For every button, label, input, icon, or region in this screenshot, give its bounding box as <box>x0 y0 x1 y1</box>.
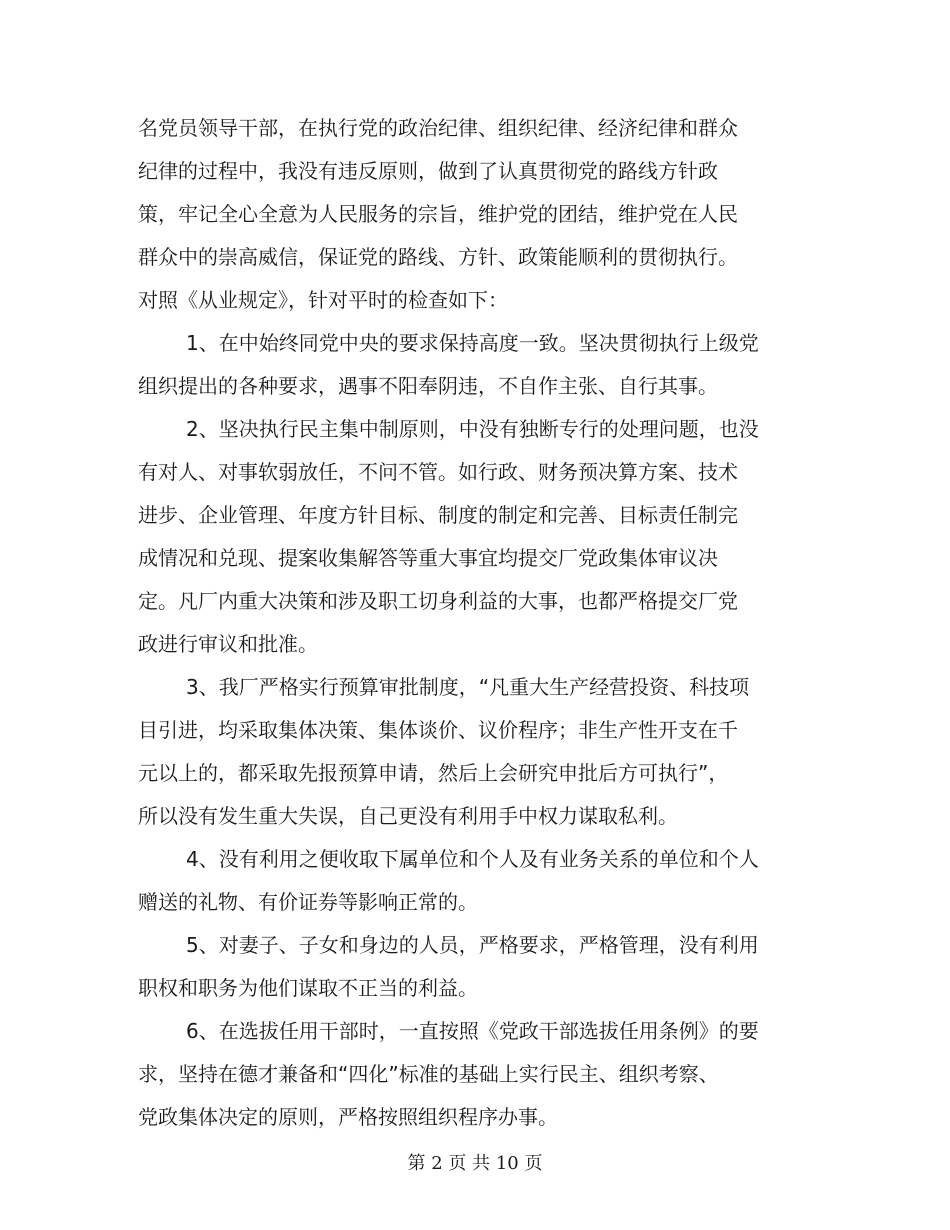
document-body <box>138 107 778 1139</box>
paragraph-first-line: 1、在中始终同党中央的要求保持高度一致。坚决贯彻执行上级党 <box>186 331 759 355</box>
paragraph-first-line: 2、坚决执行民主集中制原则，中没有独断专行的处理问题，也没 <box>186 417 759 441</box>
text-line: 有对人、对事软弱放任，不问不管。如行政、财务预决算方案、技术 <box>138 460 738 484</box>
text-line: 职权和职务为他们谋取不正当的利益。 <box>138 976 478 1000</box>
text-line: 求，坚持在德才兼备和“四化”标准的基础上实行民主、组织考察、 <box>138 1062 719 1086</box>
text-line: 政进行审议和批准。 <box>138 632 318 656</box>
text-line: 纪律的过程中，我没有违反原则，做到了认真贯彻党的路线方针政 <box>138 159 718 183</box>
text-line: 群众中的崇高威信，保证党的路线、方针、政策能顺利的贯彻执行。 <box>138 245 738 269</box>
text-line: 组织提出的各种要求，遇事不阳奉阴违，不自作主张、自行其事。 <box>138 374 718 398</box>
text-line: 目引进，均采取集体决策、集体谈价、议价程序；非生产性开支在千 <box>138 718 738 742</box>
text-line: 策，牢记全心全意为人民服务的宗旨，维护党的团结，维护党在人民 <box>138 202 738 226</box>
text-line: 对照《从业规定》，针对平时的检查如下： <box>138 288 508 312</box>
text-line: 元以上的，都采取先报预算申请，然后上会研究申批后方可执行”， <box>138 761 729 785</box>
text-line: 成情况和兑现、提案收集解答等重大事宜均提交厂党政集体审议决 <box>138 546 718 570</box>
text-line: 所以没有发生重大失误，自己更没有利用手中权力谋取私利。 <box>138 804 678 828</box>
paragraph-first-line: 4、没有利用之便收取下属单位和个人及有业务关系的单位和个人 <box>186 847 759 871</box>
text-line: 赠送的礼物、有价证券等影响正常的。 <box>138 890 478 914</box>
page-footer: 第 2 页 共 10 页 <box>407 1153 543 1174</box>
text-line: 定。凡厂内重大决策和涉及职工切身利益的大事，也都严格提交厂党 <box>138 589 738 613</box>
paragraph-first-line: 6、在选拔任用干部时，一直按照《党政干部选拔任用条例》的要 <box>186 1019 759 1043</box>
text-line: 党政集体决定的原则，严格按照组织程序办事。 <box>138 1105 558 1129</box>
paragraph-first-line: 3、我厂严格实行预算审批制度，“凡重大生产经营投资、科技项 <box>186 675 750 699</box>
paragraph-first-line: 5、对妻子、子女和身边的人员，严格要求，严格管理，没有利用 <box>186 933 759 957</box>
text-line: 进步、企业管理、年度方针目标、制度的制定和完善、目标责任制完 <box>138 503 738 527</box>
text-line: 名党员领导干部，在执行党的政治纪律、组织纪律、经济纪律和群众 <box>138 116 738 140</box>
